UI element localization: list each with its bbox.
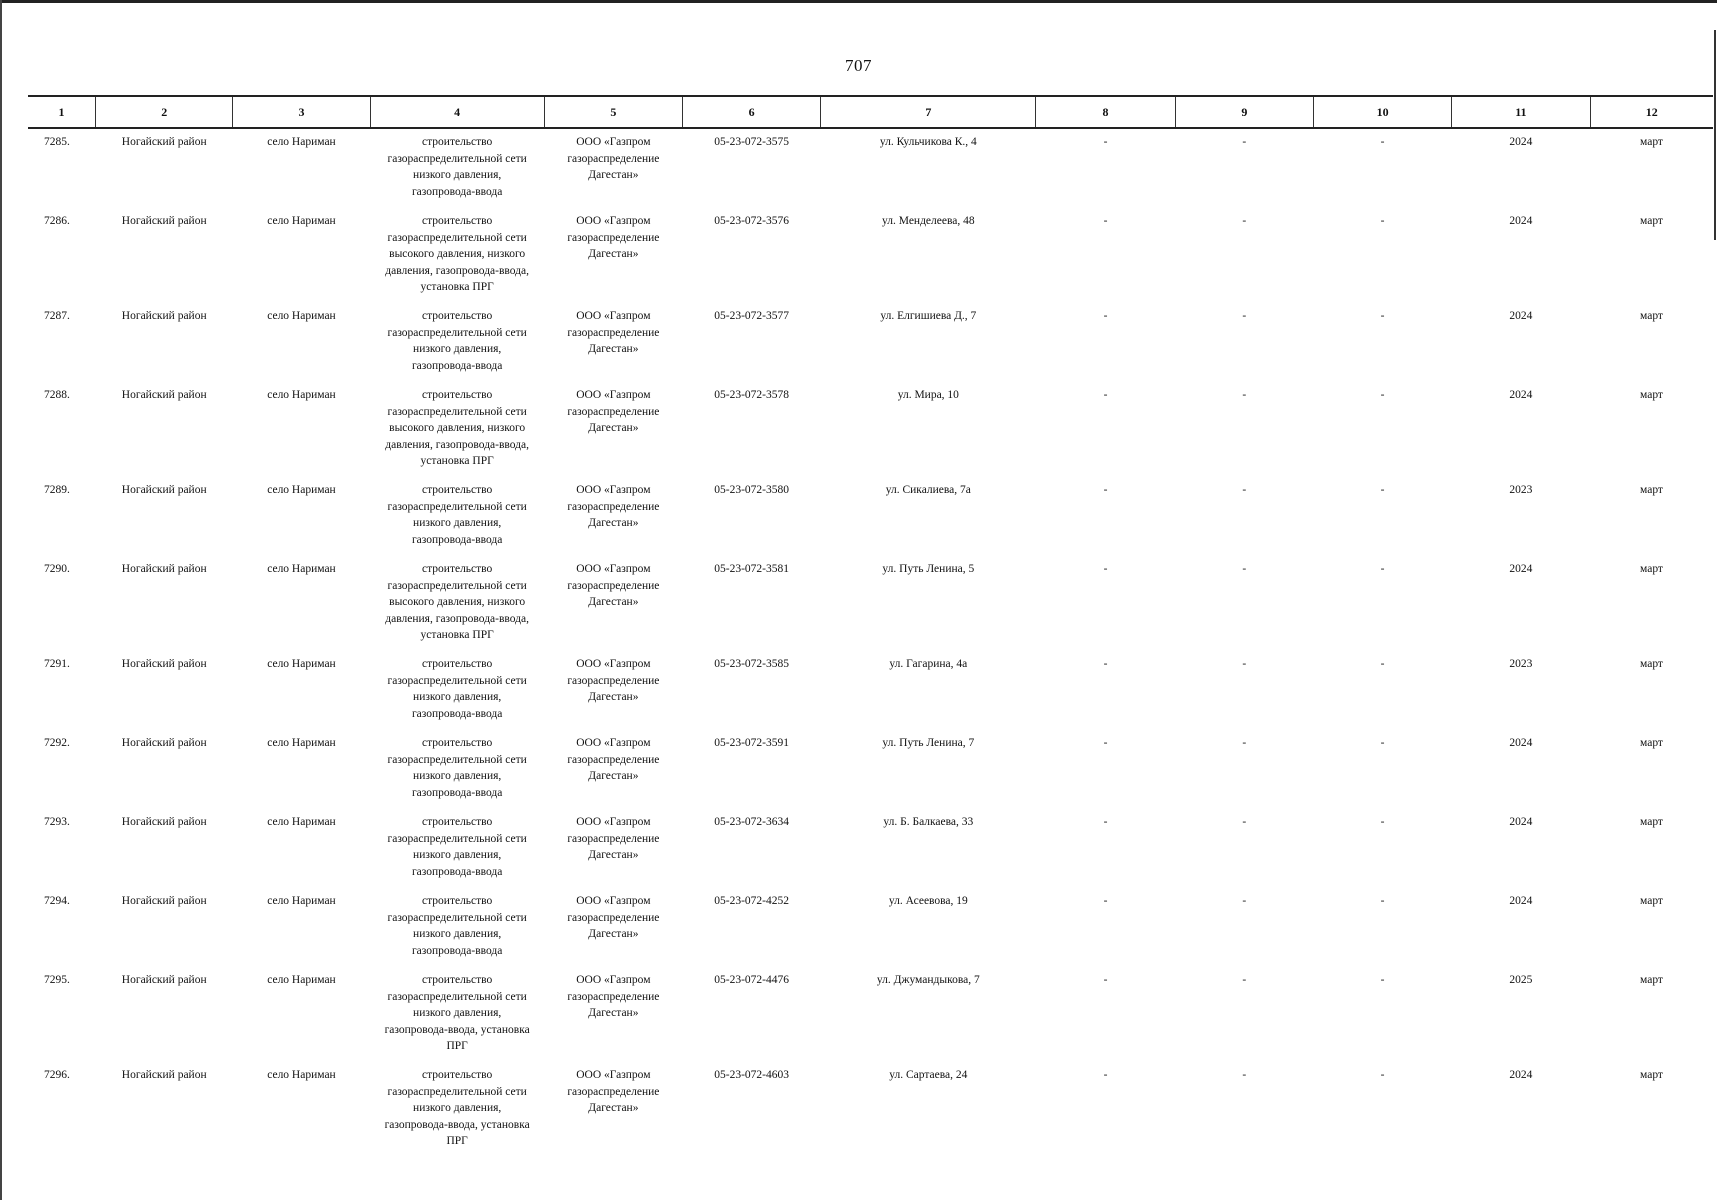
year-cell: 2024 xyxy=(1509,737,1533,749)
month-cell: март xyxy=(1640,1069,1663,1081)
district-cell: Ногайский район xyxy=(121,389,207,401)
organization-line: ООО «Газпром xyxy=(576,737,651,749)
object-code-cell: 05-23-072-4252 xyxy=(714,895,790,907)
organization-line: Дагестан» xyxy=(588,1102,639,1114)
organization-cell xyxy=(544,382,682,477)
year-cell: 2024 xyxy=(1509,1069,1533,1081)
work-description-line: высокого давления, низкого xyxy=(389,596,526,608)
column-10-cell: - xyxy=(1380,310,1385,322)
work-description-line: установка ПРГ xyxy=(420,455,494,467)
work-description-line: газопровода-ввода xyxy=(411,865,503,878)
work-description-cell xyxy=(370,382,544,477)
month-cell: март xyxy=(1640,658,1663,670)
address-cell: ул. Менделеева, 48 xyxy=(882,215,975,227)
work-description-line: газораспределительной сети xyxy=(387,405,527,418)
row-number-cell: 7295. xyxy=(44,974,70,986)
year-cell: 2023 xyxy=(1509,658,1533,670)
column-8-cell: - xyxy=(1103,895,1108,907)
column-8-cell: - xyxy=(1103,974,1108,986)
organization-cell xyxy=(544,477,682,556)
organization-line: ООО «Газпром xyxy=(576,389,651,401)
row-number-cell: 7286. xyxy=(44,215,70,227)
table-row xyxy=(28,208,1713,303)
organization-line: ООО «Газпром xyxy=(576,1069,651,1081)
work-description-line: строительство xyxy=(422,389,493,401)
month-cell: март xyxy=(1640,484,1663,496)
organization-cell xyxy=(544,1062,682,1157)
work-description-line: строительство xyxy=(422,816,493,828)
work-description-cell xyxy=(370,477,544,556)
object-code-cell: 05-23-072-3575 xyxy=(714,136,790,148)
work-description-line: ПРГ xyxy=(446,1135,468,1147)
district-cell: Ногайский район xyxy=(121,563,207,575)
column-9-cell: - xyxy=(1242,658,1247,670)
year-cell: 2025 xyxy=(1509,974,1533,986)
district-cell: Ногайский район xyxy=(121,1069,207,1081)
work-description-line: газопровода-ввода, установка xyxy=(384,1118,530,1131)
object-code-cell: 05-23-072-3585 xyxy=(714,658,790,670)
table-row xyxy=(28,888,1713,967)
object-code-cell: 05-23-072-3591 xyxy=(714,737,790,749)
work-description-cell xyxy=(370,888,544,967)
work-description-line: давления, газопровода-ввода, xyxy=(385,612,530,625)
column-number-header-row xyxy=(28,96,1713,128)
organization-line: газораспределение xyxy=(567,152,660,165)
work-description-line: газораспределительной сети xyxy=(387,674,527,687)
table-row xyxy=(28,477,1713,556)
month-cell: март xyxy=(1640,737,1663,749)
district-cell: Ногайский район xyxy=(121,658,207,670)
column-header: 5 xyxy=(544,96,682,128)
address-cell: ул. Сикалиева, 7а xyxy=(885,484,971,496)
work-description-line: газораспределительной сети xyxy=(387,326,527,339)
row-number-cell: 7288. xyxy=(44,389,70,401)
settlement-cell: село Нариман xyxy=(267,310,336,322)
table-row xyxy=(28,128,1713,208)
work-description-line: строительство xyxy=(422,895,493,907)
column-8-cell: - xyxy=(1103,389,1108,401)
district-cell: Ногайский район xyxy=(121,895,207,907)
address-cell: ул. Б. Балкаева, 33 xyxy=(883,816,974,828)
work-description-cell xyxy=(370,809,544,888)
organization-line: газораспределение xyxy=(567,990,660,1003)
organization-cell xyxy=(544,303,682,382)
year-cell: 2024 xyxy=(1509,816,1533,828)
work-description-line: газораспределительной сети xyxy=(387,579,527,592)
organization-line: ООО «Газпром xyxy=(576,310,651,322)
organization-cell xyxy=(544,730,682,809)
column-header: 9 xyxy=(1175,96,1313,128)
organization-line: Дагестан» xyxy=(588,1007,639,1019)
table-row xyxy=(28,651,1713,730)
column-8-cell: - xyxy=(1103,310,1108,322)
settlement-cell: село Нариман xyxy=(267,658,336,670)
work-description-line: низкого давления, xyxy=(413,169,502,181)
work-description-line: строительство xyxy=(422,484,493,496)
month-cell: март xyxy=(1640,310,1663,322)
organization-line: ООО «Газпром xyxy=(576,563,651,575)
work-description-line: высокого давления, низкого xyxy=(389,422,526,434)
work-description-line: низкого давления, xyxy=(413,343,502,355)
work-description-cell xyxy=(370,651,544,730)
district-cell: Ногайский район xyxy=(121,215,207,227)
organization-line: ООО «Газпром xyxy=(576,895,651,907)
work-description-line: газораспределительной сети xyxy=(387,500,527,513)
column-10-cell: - xyxy=(1380,215,1385,227)
address-cell: ул. Джумандыкова, 7 xyxy=(876,974,980,986)
work-description-line: строительство xyxy=(422,658,493,670)
month-cell: март xyxy=(1640,816,1663,828)
organization-cell xyxy=(544,556,682,651)
object-code-cell: 05-23-072-4603 xyxy=(714,1069,790,1081)
address-cell: ул. Гагарина, 4а xyxy=(889,658,968,670)
work-description-cell xyxy=(370,303,544,382)
organization-line: газораспределение xyxy=(567,231,660,244)
table-row xyxy=(28,730,1713,809)
work-description-line: газопровода-ввода xyxy=(411,944,503,957)
row-number-cell: 7290. xyxy=(44,563,70,575)
address-cell: ул. Мира, 10 xyxy=(897,389,959,401)
work-description-line: ПРГ xyxy=(446,1040,468,1052)
organization-line: газораспределение xyxy=(567,579,660,592)
organization-line: Дагестан» xyxy=(588,343,639,355)
work-description-line: строительство xyxy=(422,974,493,986)
work-description-line: строительство xyxy=(422,136,493,148)
work-description-line: газораспределительной сети xyxy=(387,911,527,924)
column-header: 1 xyxy=(28,96,96,128)
work-description-line: газопровода-ввода, установка xyxy=(384,1023,530,1036)
work-description-line: газопровода-ввода xyxy=(411,533,503,546)
work-description-line: строительство xyxy=(422,737,493,749)
work-description-cell xyxy=(370,730,544,809)
column-header: 3 xyxy=(233,96,370,128)
year-cell: 2024 xyxy=(1509,563,1533,575)
work-description-line: газораспределительной сети xyxy=(387,1085,527,1098)
organization-line: ООО «Газпром xyxy=(576,974,651,986)
settlement-cell: село Нариман xyxy=(267,737,336,749)
district-cell: Ногайский район xyxy=(121,484,207,496)
work-description-line: высокого давления, низкого xyxy=(389,248,526,260)
row-number-cell: 7294. xyxy=(44,895,70,907)
organization-line: Дагестан» xyxy=(588,596,639,608)
month-cell: март xyxy=(1640,136,1663,148)
object-code-cell: 05-23-072-3578 xyxy=(714,389,790,401)
settlement-cell: село Нариман xyxy=(267,895,336,907)
work-description-cell xyxy=(370,967,544,1062)
column-8-cell: - xyxy=(1103,484,1108,496)
work-description-line: низкого давления, xyxy=(413,691,502,703)
work-description-line: газораспределительной сети xyxy=(387,990,527,1003)
month-cell: март xyxy=(1640,895,1663,907)
work-description-cell xyxy=(370,556,544,651)
column-10-cell: - xyxy=(1380,895,1385,907)
work-description-line: газораспределительной сети xyxy=(387,231,527,244)
column-8-cell: - xyxy=(1103,737,1108,749)
column-8-cell: - xyxy=(1103,1069,1108,1081)
row-number-cell: 7291. xyxy=(44,658,70,670)
organization-line: Дагестан» xyxy=(588,422,639,434)
column-9-cell: - xyxy=(1242,310,1247,322)
organization-cell xyxy=(544,888,682,967)
column-9-cell: - xyxy=(1242,737,1247,749)
work-description-line: газопровода-ввода xyxy=(411,707,503,720)
organization-line: Дагестан» xyxy=(588,169,639,181)
column-10-cell: - xyxy=(1380,737,1385,749)
work-description-line: низкого давления, xyxy=(413,770,502,782)
organization-line: Дагестан» xyxy=(588,928,639,940)
row-number-cell: 7285. xyxy=(44,136,70,148)
organization-line: Дагестан» xyxy=(588,517,639,529)
column-10-cell: - xyxy=(1380,816,1385,828)
work-description-line: строительство xyxy=(422,215,493,227)
registry-table xyxy=(28,95,1713,1157)
table-row xyxy=(28,967,1713,1062)
row-number-cell: 7296. xyxy=(44,1069,70,1081)
settlement-cell: село Нариман xyxy=(267,215,336,227)
work-description-line: низкого давления, xyxy=(413,928,502,940)
district-cell: Ногайский район xyxy=(121,136,207,148)
column-10-cell: - xyxy=(1380,563,1385,575)
column-9-cell: - xyxy=(1242,389,1247,401)
column-10-cell: - xyxy=(1380,484,1385,496)
column-10-cell: - xyxy=(1380,1069,1385,1081)
work-description-cell xyxy=(370,128,544,208)
column-9-cell: - xyxy=(1242,215,1247,227)
work-description-line: строительство xyxy=(422,563,493,575)
organization-line: газораспределение xyxy=(567,832,660,845)
column-header: 12 xyxy=(1590,96,1713,128)
row-number-cell: 7293. xyxy=(44,816,70,828)
column-10-cell: - xyxy=(1380,974,1385,986)
column-8-cell: - xyxy=(1103,563,1108,575)
settlement-cell: село Нариман xyxy=(267,974,336,986)
object-code-cell: 05-23-072-3577 xyxy=(714,310,790,322)
column-10-cell: - xyxy=(1380,389,1385,401)
work-description-line: давления, газопровода-ввода, xyxy=(385,264,530,277)
column-header: 7 xyxy=(821,96,1036,128)
work-description-line: установка ПРГ xyxy=(420,281,494,293)
work-description-line: давления, газопровода-ввода, xyxy=(385,438,530,451)
organization-line: газораспределение xyxy=(567,911,660,924)
organization-line: газораспределение xyxy=(567,674,660,687)
work-description-line: газораспределительной сети xyxy=(387,152,527,165)
organization-line: Дагестан» xyxy=(588,691,639,703)
registry-body xyxy=(28,128,1713,1157)
organization-line: газораспределение xyxy=(567,753,660,766)
object-code-cell: 05-23-072-3580 xyxy=(714,484,790,496)
organization-line: газораспределение xyxy=(567,326,660,339)
settlement-cell: село Нариман xyxy=(267,1069,336,1081)
work-description-line: строительство xyxy=(422,310,493,322)
table-row xyxy=(28,382,1713,477)
year-cell: 2024 xyxy=(1509,215,1533,227)
column-header: 10 xyxy=(1313,96,1451,128)
work-description-line: строительство xyxy=(422,1069,493,1081)
table-row xyxy=(28,809,1713,888)
year-cell: 2024 xyxy=(1509,389,1533,401)
column-10-cell: - xyxy=(1380,658,1385,670)
organization-line: Дагестан» xyxy=(588,770,639,782)
organization-cell xyxy=(544,809,682,888)
column-9-cell: - xyxy=(1242,563,1247,575)
work-description-line: установка ПРГ xyxy=(420,629,494,641)
organization-line: газораспределение xyxy=(567,1085,660,1098)
address-cell: ул. Путь Ленина, 5 xyxy=(882,563,975,575)
organization-line: ООО «Газпром xyxy=(576,816,651,828)
table-row xyxy=(28,303,1713,382)
row-number-cell: 7289. xyxy=(44,484,70,496)
work-description-line: газопровода-ввода xyxy=(411,786,503,799)
scan-left-border xyxy=(0,0,2,1200)
month-cell: март xyxy=(1640,974,1663,986)
month-cell: март xyxy=(1640,215,1663,227)
object-code-cell: 05-23-072-4476 xyxy=(714,974,790,986)
column-9-cell: - xyxy=(1242,136,1247,148)
column-8-cell: - xyxy=(1103,658,1108,670)
settlement-cell: село Нариман xyxy=(267,563,336,575)
column-9-cell: - xyxy=(1242,895,1247,907)
settlement-cell: село Нариман xyxy=(267,136,336,148)
column-10-cell: - xyxy=(1380,136,1385,148)
month-cell: март xyxy=(1640,563,1663,575)
settlement-cell: село Нариман xyxy=(267,484,336,496)
organization-cell xyxy=(544,967,682,1062)
work-description-cell xyxy=(370,1062,544,1157)
organization-line: ООО «Газпром xyxy=(576,484,651,496)
column-9-cell: - xyxy=(1242,1069,1247,1081)
table-row xyxy=(28,1062,1713,1157)
address-cell: ул. Путь Ленина, 7 xyxy=(882,737,975,749)
organization-cell xyxy=(544,651,682,730)
column-9-cell: - xyxy=(1242,484,1247,496)
address-cell: ул. Асеевова, 19 xyxy=(888,895,968,907)
year-cell: 2024 xyxy=(1509,310,1533,322)
year-cell: 2024 xyxy=(1509,136,1533,148)
organization-line: газораспределение xyxy=(567,405,660,418)
column-header: 8 xyxy=(1036,96,1175,128)
month-cell: март xyxy=(1640,389,1663,401)
column-9-cell: - xyxy=(1242,974,1247,986)
column-header: 4 xyxy=(370,96,544,128)
column-8-cell: - xyxy=(1103,816,1108,828)
district-cell: Ногайский район xyxy=(121,737,207,749)
work-description-line: газопровода-ввода xyxy=(411,185,503,198)
organization-line: Дагестан» xyxy=(588,248,639,260)
table-row xyxy=(28,556,1713,651)
district-cell: Ногайский район xyxy=(121,310,207,322)
object-code-cell: 05-23-072-3634 xyxy=(714,816,790,828)
row-number-cell: 7292. xyxy=(44,737,70,749)
work-description-line: низкого давления, xyxy=(413,849,502,861)
address-cell: ул. Кульчикова К., 4 xyxy=(879,136,977,148)
organization-line: ООО «Газпром xyxy=(576,215,651,227)
page-number: 707 xyxy=(845,56,872,75)
row-number-cell: 7287. xyxy=(44,310,70,322)
district-cell: Ногайский район xyxy=(121,974,207,986)
column-8-cell: - xyxy=(1103,215,1108,227)
work-description-cell xyxy=(370,208,544,303)
organization-line: ООО «Газпром xyxy=(576,658,651,670)
column-header: 2 xyxy=(96,96,233,128)
district-cell: Ногайский район xyxy=(121,816,207,828)
settlement-cell: село Нариман xyxy=(267,389,336,401)
work-description-line: газораспределительной сети xyxy=(387,832,527,845)
column-9-cell: - xyxy=(1242,816,1247,828)
organization-line: Дагестан» xyxy=(588,849,639,861)
column-8-cell: - xyxy=(1103,136,1108,148)
settlement-cell: село Нариман xyxy=(267,816,336,828)
column-header: 11 xyxy=(1452,96,1590,128)
organization-line: газораспределение xyxy=(567,500,660,513)
organization-cell xyxy=(544,128,682,208)
object-code-cell: 05-23-072-3576 xyxy=(714,215,790,227)
organization-line: ООО «Газпром xyxy=(576,136,651,148)
work-description-line: газораспределительной сети xyxy=(387,753,527,766)
column-header: 6 xyxy=(683,96,821,128)
work-description-line: низкого давления, xyxy=(413,1102,502,1114)
address-cell: ул. Сартаева, 24 xyxy=(889,1069,968,1081)
work-description-line: низкого давления, xyxy=(413,517,502,529)
work-description-line: газопровода-ввода xyxy=(411,359,503,372)
year-cell: 2024 xyxy=(1509,895,1533,907)
work-description-line: низкого давления, xyxy=(413,1007,502,1019)
scan-top-border xyxy=(0,0,1717,3)
object-code-cell: 05-23-072-3581 xyxy=(714,563,790,575)
organization-cell xyxy=(544,208,682,303)
address-cell: ул. Елгишиева Д., 7 xyxy=(880,310,977,322)
year-cell: 2023 xyxy=(1509,484,1533,496)
